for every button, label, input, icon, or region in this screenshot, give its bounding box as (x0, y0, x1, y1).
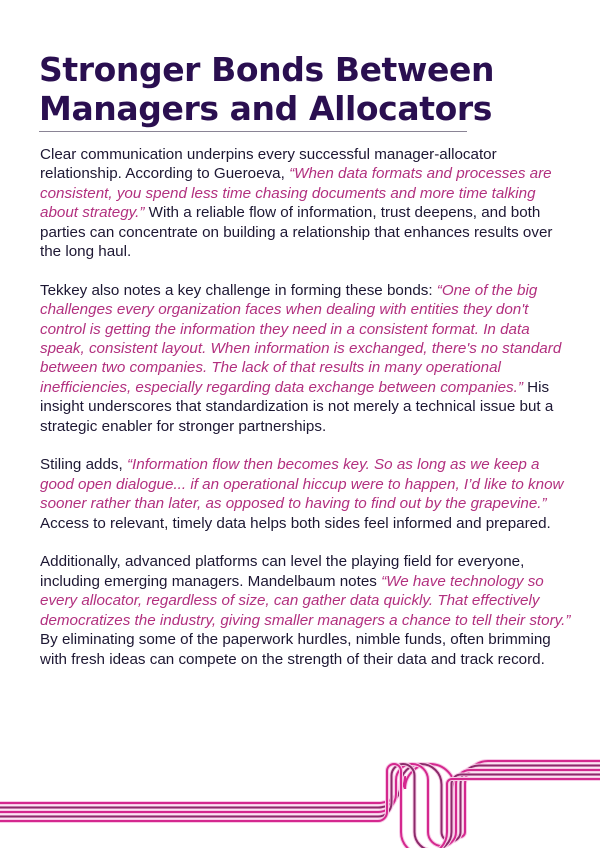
stripe-halo (0, 761, 600, 837)
paragraph-3 (40, 455, 572, 533)
paragraph-text: Tekkey also notes a key challenge in forming these bonds: (40, 281, 437, 299)
paragraph-1 (40, 145, 572, 261)
paragraph-text: With a reliable flow of information, trust deepens, and both parties can concentrate on building a relationship that enhances results over the long haul. (40, 204, 553, 261)
paragraph-text: Stiling adds, (40, 456, 127, 474)
stripe-line (0, 761, 600, 837)
paragraph-text: By eliminating some of the paperwork hurdles, nimble funds, often brimming with fresh ideas can compete on the strength of their data and track record. (40, 631, 551, 668)
paragraph-text: Clear communication underpins every successful manager-allocator relationship. According to Gueroeva, (40, 146, 497, 183)
title-divider (39, 131, 467, 132)
paragraph-2 (40, 281, 572, 436)
pull-quote: “We have technology so every allocator, regardless of size, can gather data quickly. That effectively democratizes the industry, giving smaller managers a chance to tell their story.” (40, 572, 571, 629)
pull-quote: “When data formats and processes are consistent, you spend less time chasing documents and more time talking about strategy.” (40, 165, 552, 222)
paragraph-text: Additionally, advanced platforms can level the playing field for everyone, including emerging managers. Mandelbaum notes (40, 553, 525, 590)
pull-quote: “Information flow then becomes key. So as long as we keep a good open dialogue... if an operational hiccup were to happen, I’d like to know sooner rather than later, as opposed to having to find out by the grapevine.” (40, 456, 564, 513)
article-body (40, 145, 572, 688)
wavy-stripes-decoration-icon (0, 740, 600, 848)
paragraph-4 (40, 552, 572, 668)
pull-quote: “One of the big challenges every organization faces when dealing with entities they don't control is getting the information they need in a consistent format. In data speak, consistent layout. When information is exchanged, there's no standard between two companies. The lack of that results in many operational inefficiencies, especially regarding data exchange between companies.” (40, 281, 562, 396)
paragraph-text: Access to relevant, timely data helps both sides feel informed and prepared. (40, 514, 551, 532)
page-title: Stronger Bonds Between Managers and Allocators (39, 50, 495, 128)
paragraph-text: His insight underscores that standardization is not merely a technical issue but a strategic enabler for stronger partnerships. (40, 378, 554, 435)
